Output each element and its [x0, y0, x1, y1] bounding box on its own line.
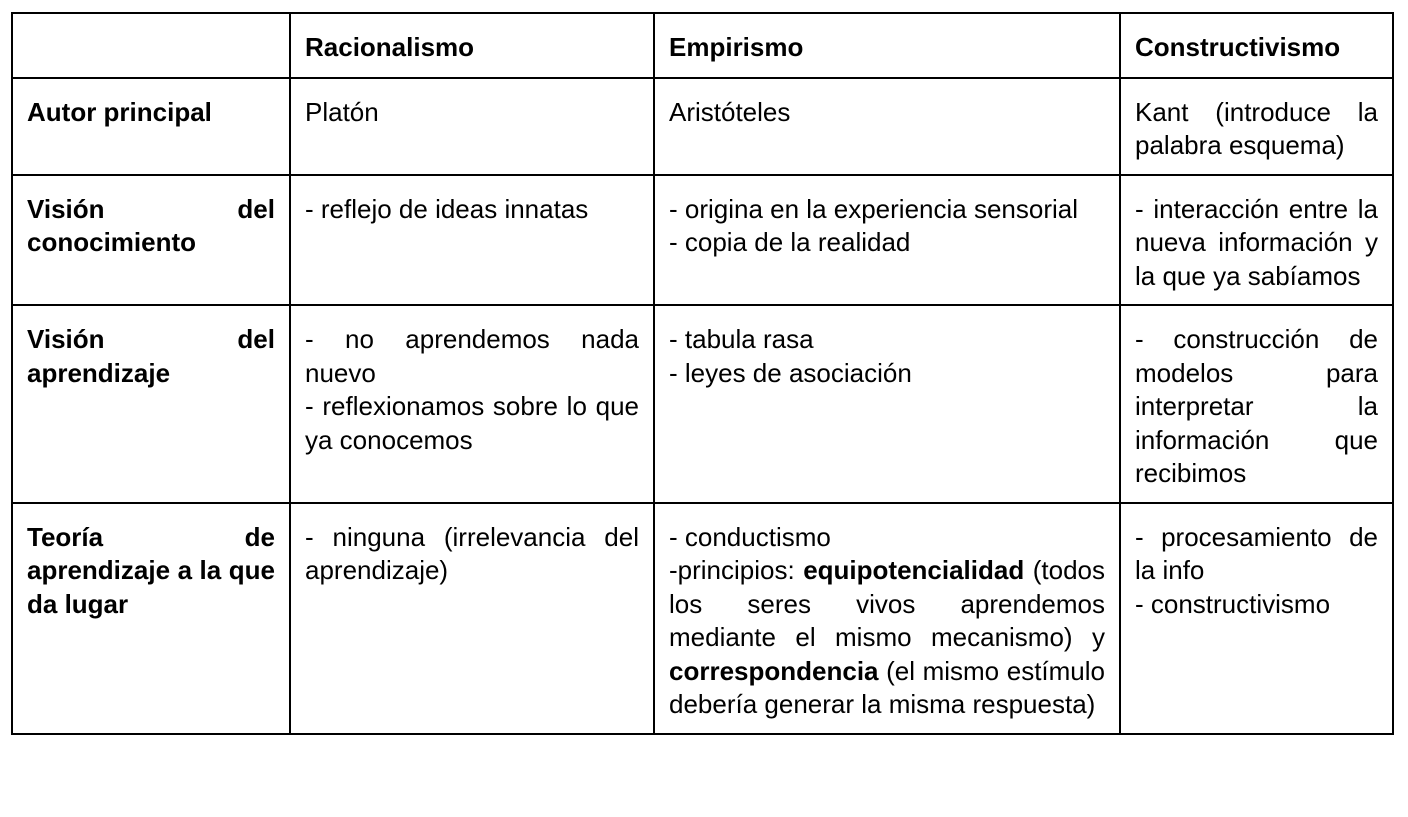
cell-conocimiento-constructivismo — [1120, 175, 1393, 306]
cell-autor-constructivismo: Kant (introduce la palabra esquema) — [1120, 78, 1393, 175]
list-item: - no aprendemos nada nuevo — [305, 324, 639, 388]
term-equipotencialidad: equipotencialidad — [803, 555, 1025, 585]
cell-teoria-constructivismo — [1120, 503, 1393, 734]
cell-autor-racionalismo: Platón — [290, 78, 654, 175]
list-item: - tabula rasa — [669, 324, 814, 354]
principios-paragraph — [669, 554, 1105, 722]
header-corner-cell — [12, 13, 290, 78]
header-constructivismo: Constructivismo — [1120, 13, 1393, 78]
row-teoria-aprendizaje — [12, 503, 1393, 734]
row-vision-conocimiento — [12, 175, 1393, 306]
list-item: - origina en la experiencia sensorial — [669, 193, 1079, 224]
comparison-table — [11, 12, 1394, 735]
list-item: - leyes de asociación — [669, 357, 912, 388]
cell-teoria-racionalismo — [290, 503, 654, 734]
term-correspondencia: correspondencia — [669, 655, 879, 686]
list-item: - constructivismo — [1135, 588, 1331, 619]
header-row — [12, 13, 1393, 78]
cell-aprendizaje-racionalismo — [290, 305, 654, 503]
list-item: - ninguna (irrelevancia del aprendizaje) — [305, 521, 639, 585]
row-vision-aprendizaje — [12, 305, 1393, 503]
header-racionalismo: Racionalismo — [290, 13, 654, 78]
cell-conocimiento-racionalismo — [290, 175, 654, 306]
list-item: - conductismo — [669, 521, 831, 552]
cell-aprendizaje-empirismo — [654, 305, 1120, 503]
cell-autor-empirismo: Aristóteles — [654, 78, 1120, 175]
term-equipotencialidad-explanation: (todos los seres vivos aprendemos mediante el mismo mecanismo) y — [669, 555, 1105, 652]
list-item: - reflexionamos sobre lo que ya conocemos — [305, 391, 639, 455]
list-item: - reflejo de ideas innatas — [305, 193, 589, 224]
cell-teoria-empirismo — [654, 503, 1120, 734]
cell-aprendizaje-constructivismo — [1120, 305, 1393, 503]
row-label-vision-aprendizaje: Visión del aprendizaje — [12, 305, 290, 503]
list-item: - construcción de modelos para interpretar la información que recibimos — [1135, 324, 1378, 488]
list-item: - copia de la realidad — [669, 227, 911, 257]
cell-conocimiento-empirismo — [654, 175, 1120, 306]
row-label-vision-conocimiento: Visión del conocimiento — [12, 175, 290, 306]
row-label-teoria-aprendizaje: Teoría de aprendizaje a la que da lugar — [12, 503, 290, 734]
list-item: - interacción entre la nueva información y la que ya sabíamos — [1135, 193, 1378, 291]
header-empirismo: Empirismo — [654, 13, 1120, 78]
row-autor-principal — [12, 78, 1393, 175]
principios-prefix: -principios: — [669, 555, 804, 585]
term-correspondencia-explanation: (el mismo estímulo debería generar la misma respuesta) — [669, 655, 1105, 719]
list-item: - procesamiento de la info — [1135, 521, 1378, 585]
row-label-autor-principal: Autor principal — [12, 78, 290, 175]
